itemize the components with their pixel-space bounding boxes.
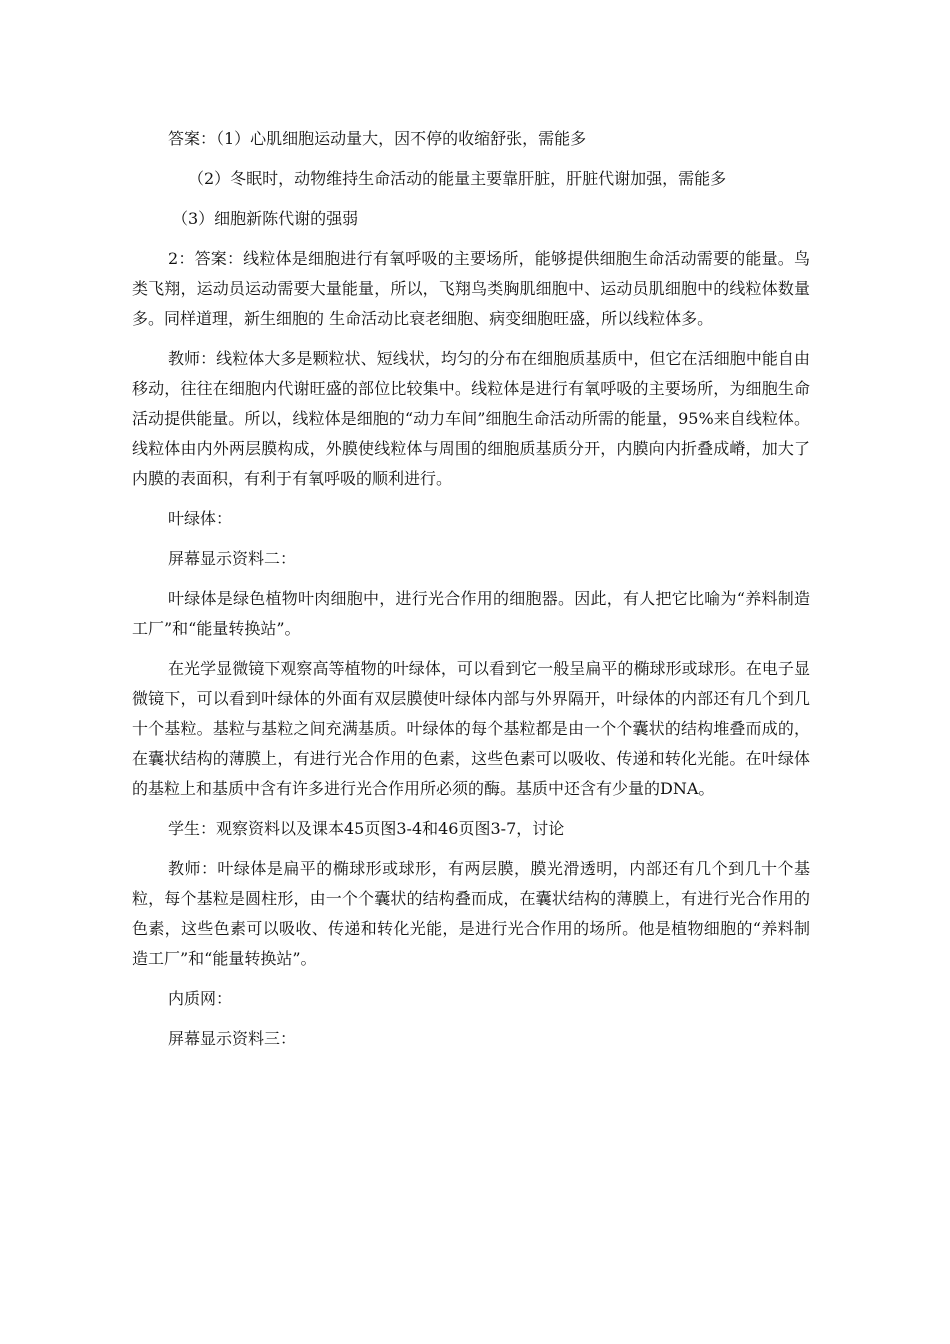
- answer-line-1: 答案：（1）心肌细胞运动量大，因不停的收缩舒张，需能多: [168, 129, 587, 148]
- teacher-chloroplast-paragraph: 教师：叶绿体是扁平的椭球形或球形，有两层膜，膜光滑透明，内部还有几个到几十个基粒，每个基粒是圆柱形，由一个个囊状的结构叠而成，在囊状结构的薄膜上，有进行光合作用的色素，这些色素可以吸收、传递和转化光能，是进行光合作用的场所。他是植物细胞的“养料制造工厂”和“能量转换站”。: [132, 859, 810, 968]
- screen-material-2-heading: 屏幕显示资料二：: [168, 549, 297, 568]
- chloroplast-intro-paragraph: 叶绿体是绿色植物叶肉细胞中，进行光合作用的细胞器。因此，有人把它比喻为“养料制造工厂”和“能量转换站”。: [132, 589, 810, 638]
- teacher-mitochondria-paragraph: 教师：线粒体大多是颗粒状、短线状，均匀的分布在细胞质基质中，但它在活细胞中能自由移动，往往在细胞内代谢旺盛的部位比较集中。线粒体是进行有氧呼吸的主要场所，为细胞生命活动提供能量。所以，线粒体是细胞的“动力车间”细胞生命活动所需的能量，95%来自线粒体。线粒体由内外两层膜构成，外膜使线粒体与周围的细胞质基质分开，内膜向内折叠成嵴，加大了内膜的表面积，有利于有氧呼吸的顺利进行。: [132, 349, 810, 488]
- document-body: [132, 124, 810, 1064]
- chloroplast-heading: 叶绿体：: [168, 509, 233, 528]
- student-discussion-line: 学生：观察资料以及课本45页图3-4和46页图3-7，讨论: [168, 819, 565, 838]
- answer-2-paragraph: 2：答案：线粒体是细胞进行有氧呼吸的主要场所，能够提供细胞生命活动需要的能量。鸟类飞翔，运动员运动需要大量能量，所以，飞翔鸟类胸肌细胞中、运动员肌细胞中的线粒体数量多。同样道理，新生细胞的 生命活动比衰老细胞、病变细胞旺盛，所以线粒体多。: [132, 249, 810, 328]
- chloroplast-microscope-paragraph: 在光学显微镜下观察高等植物的叶绿体，可以看到它一般呈扁平的椭球形或球形。在电子显微镜下，可以看到叶绿体的外面有双层膜使叶绿体内部与外界隔开，叶绿体的内部还有几个到几十个基粒。基粒与基粒之间充满基质。叶绿体的每个基粒都是由一个个囊状的结构堆叠而成的，在囊状结构的薄膜上，有进行光合作用的色素，这些色素可以吸收、传递和转化光能。在叶绿体的基粒上和基质中含有许多进行光合作用所必须的酶。基质中还含有少量的DNA。: [132, 659, 810, 798]
- er-heading: 内质网：: [168, 989, 233, 1008]
- screen-material-3-heading: 屏幕显示资料三：: [168, 1029, 297, 1048]
- answer-line-3: （3）细胞新陈代谢的强弱: [172, 209, 359, 228]
- answer-line-2: （2）冬眠时，动物维持生命活动的能量主要靠肝脏，肝脏代谢加强，需能多: [188, 169, 727, 188]
